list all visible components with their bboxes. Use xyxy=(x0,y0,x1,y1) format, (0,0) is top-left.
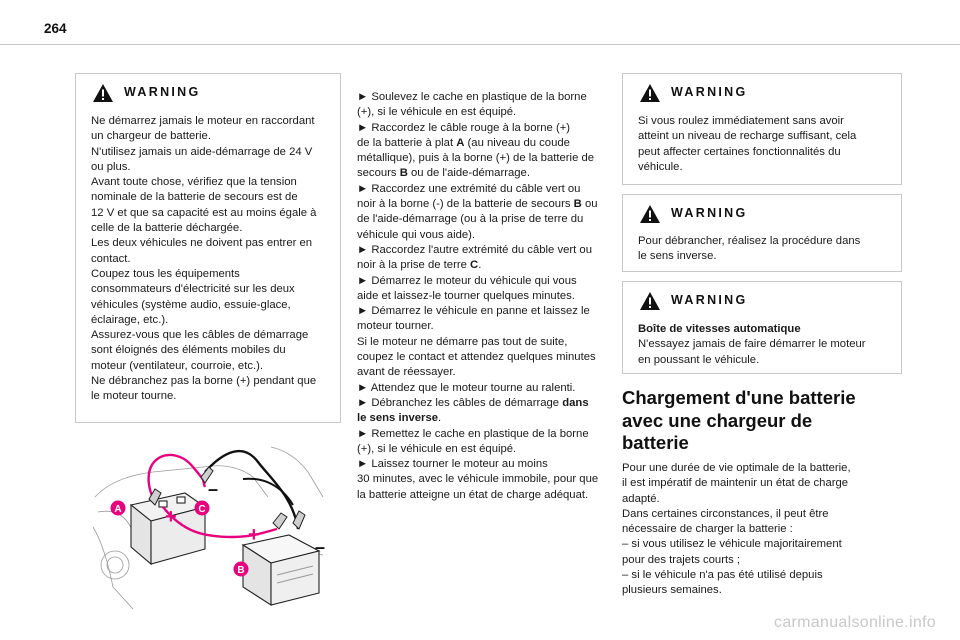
warning-line: un chargeur de batterie. xyxy=(91,130,211,143)
jump-start-illustration xyxy=(93,437,341,612)
warning-text xyxy=(638,322,891,368)
warning-title: WARNING xyxy=(671,85,748,99)
section-title-line: batterie xyxy=(622,432,689,453)
warning-title: WARNING xyxy=(671,293,748,307)
warning-subtitle: Boîte de vitesses automatique xyxy=(638,323,801,335)
section-line: Pour une durée de vie optimale de la batterie, xyxy=(622,462,851,474)
section-title-line: avec une chargeur de xyxy=(622,409,813,431)
warning-line: Ne démarrez jamais le moteur en raccordant xyxy=(91,115,315,127)
step-line: coupez le contact et attendez quelques minutes xyxy=(357,351,596,364)
step-line: ► Raccordez le câble rouge à la borne (+) xyxy=(357,121,571,134)
section-line: plusieurs semaines. xyxy=(622,584,722,597)
section-title xyxy=(622,387,902,455)
step-line: ► Débranchez les câbles de démarrage dans xyxy=(357,396,589,409)
warning-box-disconnect xyxy=(622,194,902,272)
step-line: ► Attendez que le moteur tourne au ralenti. xyxy=(357,381,576,394)
warning-triangle-icon xyxy=(639,291,661,311)
plus-sign: + xyxy=(248,524,260,546)
warning-line: Assurez-vous que les câbles de démarrage xyxy=(91,329,309,342)
warning-line: N'utilisez jamais un aide-démarrage de 24 V xyxy=(91,145,313,158)
warning-line: Si vous roulez immédiatement sans avoir xyxy=(638,115,844,127)
section-body xyxy=(622,461,892,599)
warning-triangle-icon xyxy=(639,83,661,103)
warning-line: 12 V et que sa capacité est au moins égale à xyxy=(91,206,317,219)
step-line: la batterie atteigne un état de charge adéquat. xyxy=(357,488,589,501)
step-line: 30 minutes, avec le véhicule immobile, pour que xyxy=(357,473,599,486)
section-title-line: Chargement d'une batterie xyxy=(622,387,856,408)
warning-line: N'essayez jamais de faire démarrer le moteur xyxy=(638,338,866,351)
warning-line: atteint un niveau de recharge suffisant, cela xyxy=(638,130,857,143)
step-line: aide et laissez-le tourner quelques minutes. xyxy=(357,289,575,302)
warning-line: Avant toute chose, vérifiez que la tension xyxy=(91,176,297,189)
discharged-battery xyxy=(131,493,205,564)
step-line: métallique), puis à la borne (+) de la batterie de xyxy=(357,152,595,165)
label-b-marker xyxy=(234,562,249,577)
warning-title: WARNING xyxy=(671,206,748,220)
step-line: moteur tourner. xyxy=(357,320,434,333)
warning-triangle-icon xyxy=(92,83,114,103)
step-line: le sens inverse. xyxy=(357,412,442,425)
label-c-marker xyxy=(195,501,210,516)
warning-line: ou plus. xyxy=(91,160,131,173)
plus-sign: + xyxy=(165,506,177,528)
warning-line: Ne débranchez pas la borne (+) pendant que xyxy=(91,375,317,388)
warning-triangle-icon xyxy=(639,204,661,224)
section-line: adapté. xyxy=(622,492,660,505)
step-line: ► Soulevez le cache en plastique de la borne xyxy=(357,91,587,103)
warning-line: peut affecter certaines fonctionnalités du xyxy=(638,145,841,158)
warning-text xyxy=(91,114,330,405)
warning-line: Les deux véhicules ne doivent pas entrer en xyxy=(91,237,313,250)
step-line: avant de réessayer. xyxy=(357,366,456,379)
label-b: B xyxy=(237,565,245,576)
section-line: il est impératif de maintenir un état de charge xyxy=(622,477,849,490)
warning-line: éclairage, etc.). xyxy=(91,313,169,326)
step-line: ► Démarrez le moteur du véhicule qui vous xyxy=(357,274,577,287)
step-line: ► Remettez le cache en plastique de la borne xyxy=(357,427,589,440)
warning-line: le sens inverse. xyxy=(638,250,717,263)
label-a: A xyxy=(114,504,122,515)
warning-line: celle de la batterie déchargée. xyxy=(91,222,243,235)
step-line: ► Laissez tourner le moteur au moins xyxy=(357,458,548,471)
negative-cable xyxy=(243,479,293,505)
section-line: – si le véhicule n'a pas été utilisé depuis xyxy=(622,569,823,582)
warning-box-jump-start xyxy=(75,73,341,423)
warning-line: le moteur tourne. xyxy=(91,390,177,403)
warning-line: Coupez tous les équipements xyxy=(91,267,240,280)
step-line: (+), si le véhicule en est équipé. xyxy=(357,106,517,119)
warning-box-recharge xyxy=(622,73,902,185)
minus-sign: – xyxy=(315,537,326,557)
warning-line: Pour débrancher, réalisez la procédure dans xyxy=(638,235,861,247)
warning-line: contact. xyxy=(91,252,131,265)
warning-line: en poussant le véhicule. xyxy=(638,353,760,366)
step-line: (+), si le véhicule en est équipé. xyxy=(357,442,517,455)
label-c: C xyxy=(198,504,206,515)
warning-text xyxy=(638,234,891,265)
step-line: noir à la borne (-) de la batterie de secours B ou xyxy=(357,198,598,211)
watermark: carmanualsonline.info xyxy=(774,614,936,631)
section-line: – si vous utilisez le véhicule majoritairement xyxy=(622,538,842,551)
step-line: ► Raccordez une extrémité du câble vert ou xyxy=(357,182,581,195)
step-line: ► Démarrez le véhicule en panne et laissez le xyxy=(357,305,590,318)
warning-text xyxy=(638,114,891,175)
label-a-marker xyxy=(111,501,126,516)
warning-box-automatic-gearbox xyxy=(622,281,902,374)
step-line: noir à la prise de terre C. xyxy=(357,259,482,272)
step-line: de l'aide-démarrage (ou à la prise de terre du xyxy=(357,213,584,226)
section-line: pour des trajets courts ; xyxy=(622,553,741,566)
step-line: Si le moteur ne démarre pas tout de suite, xyxy=(357,335,568,348)
warning-line: véhicules (système audio, essuie-glace, xyxy=(91,298,291,311)
warning-line: sont éloignés des éléments mobiles du xyxy=(91,344,286,357)
section-line: nécessaire de charger la batterie : xyxy=(622,523,793,536)
warning-title: WARNING xyxy=(124,85,201,99)
warning-line: consommateurs d'électricité sur les deux xyxy=(91,283,295,296)
step-line: véhicule qui vous aide). xyxy=(357,228,476,241)
step-line: ► Raccordez l'autre extrémité du câble vert ou xyxy=(357,243,592,256)
step-line: de la batterie à plat A (au niveau du coude xyxy=(357,136,570,149)
warning-line: moteur (ventilateur, courroie, etc.). xyxy=(91,359,264,372)
warning-line: nominale de la batterie de secours est de xyxy=(91,191,298,204)
page-number: 264 xyxy=(44,21,67,36)
top-divider xyxy=(0,44,960,45)
procedure-steps xyxy=(357,90,625,503)
step-line: secours B ou de l'aide-démarrage. xyxy=(357,167,530,180)
section-line: Dans certaines circonstances, il peut être xyxy=(622,507,829,520)
warning-line: véhicule. xyxy=(638,160,683,173)
minus-sign: – xyxy=(208,479,219,499)
